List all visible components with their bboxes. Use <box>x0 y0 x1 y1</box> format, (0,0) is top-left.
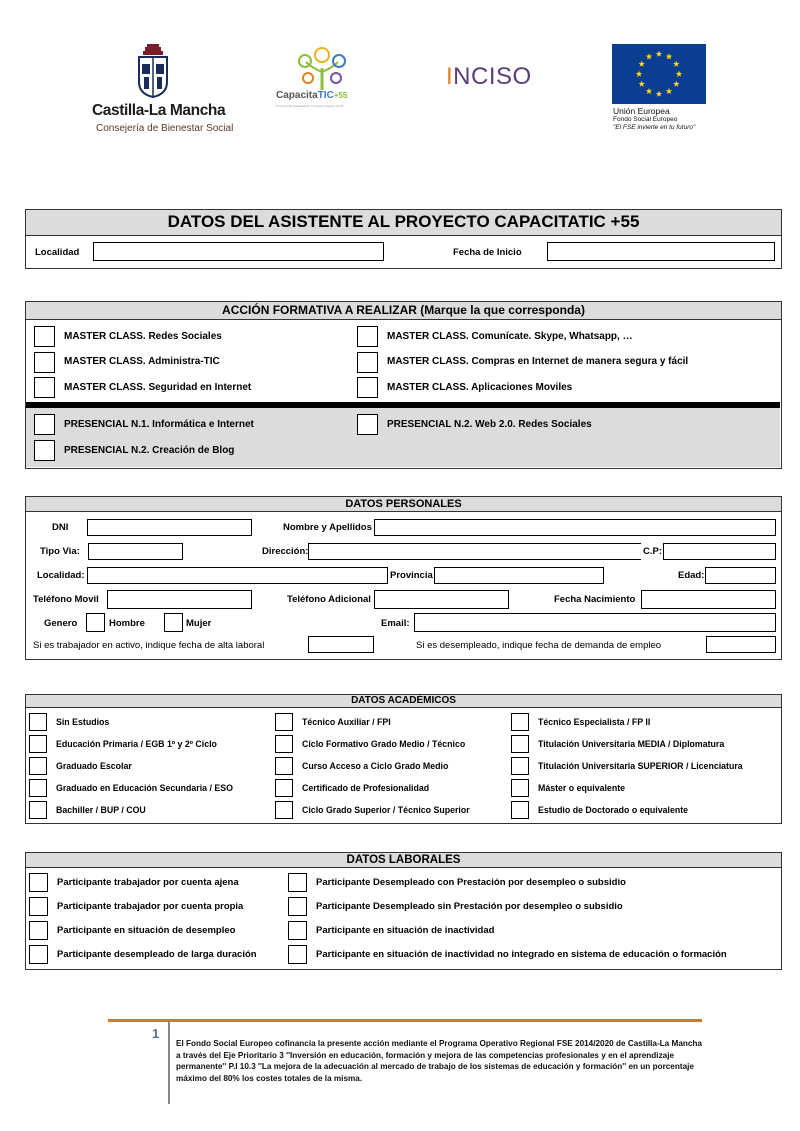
academicos-option-checkbox[interactable] <box>29 801 47 819</box>
eu-motto: "El FSE invierte en tu futuro" <box>613 124 696 131</box>
master-class-option-label: MASTER CLASS. Compras en Internet de manera segura y fácil <box>387 356 689 367</box>
hombre-label: Hombre <box>109 618 145 629</box>
eu-star-icon <box>656 91 662 97</box>
academicos-options <box>26 708 780 822</box>
capacitatic-tree-icon <box>296 46 348 90</box>
accion-formativa-section <box>25 301 782 469</box>
capacitatic-tagline: Proyecto de Capacitación TIC para mayores de 55 <box>276 104 344 108</box>
master-class-option-checkbox[interactable] <box>34 352 55 373</box>
master-class-option-checkbox[interactable] <box>357 377 378 398</box>
academicos-option-label: Titulación Universitaria MEDIA / Diplomatura <box>538 738 725 749</box>
academicos-option-checkbox[interactable] <box>29 757 47 775</box>
laborales-option-label: Participante trabajador por cuenta propia <box>57 900 244 912</box>
academicos-option-label: Graduado en Educación Secundaria / ESO <box>56 782 233 793</box>
eu-stars-icon <box>612 44 706 104</box>
presencial-option-checkbox[interactable] <box>34 440 55 461</box>
eu-star-icon <box>638 61 644 67</box>
email-label: Email: <box>381 618 410 629</box>
laborales-option-label: Participante en situación de inactividad <box>316 924 495 936</box>
provincia-label: Provincia <box>390 570 433 581</box>
laborales-option-checkbox[interactable] <box>29 921 48 940</box>
academicos-option-label: Técnico Auxiliar / FPI <box>302 716 391 727</box>
personales-title: DATOS PERSONALES <box>26 497 781 512</box>
master-class-option-checkbox[interactable] <box>34 377 55 398</box>
eu-star-icon <box>646 88 652 94</box>
clm-coat-of-arms-icon <box>136 44 170 98</box>
academicos-option-checkbox[interactable] <box>275 757 293 775</box>
inciso-logo-rest: NCISO <box>453 63 532 90</box>
eu-star-icon <box>636 71 642 77</box>
academicos-option-checkbox[interactable] <box>511 757 529 775</box>
master-class-list <box>26 320 780 402</box>
laborales-option-checkbox[interactable] <box>288 945 307 964</box>
capacitatic-tic: TIC <box>317 90 334 101</box>
footer-text: El Fondo Social Europeo cofinancia la presente acción mediante el Programa Operativo Regional FSE 2014/2020 de Castilla-La Mancha a través del Eje Prioritario 3 ''Inversión en educación, formación y mejora de las competencias profesionales y en el aprendizaje permanente'' P.I 10.3 ''La mejora de la adecuación al mercado de trabajo de los sistemas de educación y formación'' en un porcentaje máximo del 80% los costes totales de la misma. <box>176 1039 702 1083</box>
inciso-logo-i: I <box>446 63 454 90</box>
academicos-option-label: Máster o equivalente <box>538 782 626 793</box>
eu-star-icon <box>676 71 682 77</box>
demanda-empleo-field[interactable] <box>706 636 776 653</box>
page-number: 1 <box>152 1026 160 1041</box>
laborales-title: DATOS LABORALES <box>26 853 781 868</box>
academicos-option-checkbox[interactable] <box>275 713 293 731</box>
academicos-option-label: Graduado Escolar <box>56 760 132 771</box>
eu-title: Unión Europea <box>613 106 670 116</box>
presencial-option-label: PRESENCIAL N.2. Creación de Blog <box>64 444 235 456</box>
academicos-option-label: Certificado de Profesionalidad <box>302 782 430 793</box>
academicos-option-checkbox[interactable] <box>511 779 529 797</box>
laborales-options <box>26 868 780 968</box>
cp-field[interactable] <box>663 543 776 560</box>
footer-vertical-rule <box>168 1022 170 1104</box>
demanda-empleo-label: Si es desempleado, indique fecha de demanda de empleo <box>416 640 662 651</box>
presencial-option-checkbox[interactable] <box>34 414 55 435</box>
nombre-field[interactable] <box>374 519 776 536</box>
capacitatic-name-part: Capacita <box>276 90 318 101</box>
dni-label: DNI <box>52 522 69 533</box>
datos-laborales-section <box>25 852 782 970</box>
academicos-option-label: Curso Acceso a Ciclo Grado Medio <box>302 760 449 771</box>
datos-academicos-section <box>25 694 782 824</box>
tipo-via-field[interactable] <box>88 543 183 560</box>
edad-field[interactable] <box>705 567 776 584</box>
localidad-field[interactable] <box>93 242 384 261</box>
edad-label: Edad: <box>678 570 705 581</box>
eu-star-icon <box>666 88 672 94</box>
academicos-option-checkbox[interactable] <box>275 801 293 819</box>
telefono-adicional-field[interactable] <box>374 590 509 609</box>
accion-title: ACCIÓN FORMATIVA A REALIZAR (Marque la que corresponda) <box>26 302 781 320</box>
academicos-option-checkbox[interactable] <box>511 713 529 731</box>
localidad-personal-label: Localidad: <box>37 570 85 581</box>
laborales-option-checkbox[interactable] <box>288 873 307 892</box>
localidad-label: Localidad <box>35 247 80 258</box>
telefono-movil-label: Teléfono Movil <box>33 594 99 605</box>
academicos-option-label: Bachiller / BUP / COU <box>56 804 146 815</box>
eu-star-icon <box>656 51 662 57</box>
provincia-field[interactable] <box>434 567 604 584</box>
presencial-option-checkbox[interactable] <box>357 414 378 435</box>
laborales-option-checkbox[interactable] <box>288 921 307 940</box>
master-class-option-checkbox[interactable] <box>357 352 378 373</box>
eu-star-icon <box>638 81 644 87</box>
email-field[interactable] <box>414 613 776 632</box>
laborales-option-checkbox[interactable] <box>29 945 48 964</box>
laborales-option-label: Participante en situación de desempleo <box>57 924 236 936</box>
eu-star-icon <box>673 61 679 67</box>
academicos-option-checkbox[interactable] <box>29 735 47 753</box>
laborales-option-checkbox[interactable] <box>29 873 48 892</box>
presencial-option-label: PRESENCIAL N.1. Informática e Internet <box>64 418 254 430</box>
academicos-option-label: Ciclo Grado Superior / Técnico Superior <box>302 804 470 815</box>
asistente-section <box>25 209 782 269</box>
capacitatic-name <box>276 90 347 101</box>
datos-personales-section <box>25 496 782 660</box>
fecha-inicio-field[interactable] <box>547 242 775 261</box>
master-class-option-label: MASTER CLASS. Redes Sociales <box>64 330 222 342</box>
asistente-title: DATOS DEL ASISTENTE AL PROYECTO CAPACITATIC +55 <box>26 210 781 236</box>
academicos-option-label: Educación Primaria / EGB 1º y 2º Ciclo <box>56 738 217 749</box>
academicos-option-label: Técnico Especialista / FP II <box>538 716 651 727</box>
localidad-personal-field[interactable] <box>87 567 388 584</box>
telefono-adicional-label: Teléfono Adicional <box>287 594 371 605</box>
academicos-option-label: Sin Estudios <box>56 716 110 727</box>
hombre-checkbox[interactable] <box>86 613 105 632</box>
academicos-option-label: Ciclo Formativo Grado Medio / Técnico <box>302 738 466 749</box>
tipo-via-label: Tipo Via: <box>40 546 80 557</box>
capacitatic-logo <box>276 46 368 112</box>
laborales-option-label: Participante Desempleado sin Prestación por desempleo o subsidio <box>316 900 623 912</box>
master-class-option-label: MASTER CLASS. Aplicaciones Moviles <box>387 381 573 393</box>
eu-star-icon <box>646 53 652 59</box>
castilla-la-mancha-logo <box>92 44 234 136</box>
academicos-option-label: Titulación Universitaria SUPERIOR / Licenciatura <box>538 760 743 771</box>
eu-fund: Fondo Social Europeo <box>613 116 678 123</box>
mujer-checkbox[interactable] <box>164 613 183 632</box>
genero-label: Genero <box>44 618 78 629</box>
academicos-option-checkbox[interactable] <box>275 735 293 753</box>
academicos-option-checkbox[interactable] <box>511 801 529 819</box>
inciso-logo <box>446 63 532 91</box>
laborales-option-label: Participante desempleado de larga duración <box>57 948 257 960</box>
laborales-option-label: Participante trabajador por cuenta ajena <box>57 876 239 888</box>
eu-flag-icon <box>612 44 706 104</box>
academicos-option-checkbox[interactable] <box>275 779 293 797</box>
academicos-option-label: Estudio de Doctorado o equivalente <box>538 804 689 815</box>
fecha-nacimiento-field[interactable] <box>641 590 776 609</box>
eu-star-icon <box>673 81 679 87</box>
clm-name: Castilla-La Mancha <box>92 102 226 119</box>
academicos-option-checkbox[interactable] <box>511 735 529 753</box>
direccion-field[interactable] <box>308 543 641 560</box>
european-union-logo <box>612 44 722 134</box>
eu-star-icon <box>666 53 672 59</box>
master-class-option-checkbox[interactable] <box>357 326 378 347</box>
cp-label: C.P: <box>643 546 662 557</box>
mujer-label: Mujer <box>186 618 212 629</box>
alta-laboral-field[interactable] <box>308 636 374 653</box>
presencial-list <box>26 408 780 467</box>
master-class-option-checkbox[interactable] <box>34 326 55 347</box>
fecha-nacimiento-label: Fecha Nacimiento <box>554 594 636 605</box>
laborales-option-label: Participante Desempleado con Prestación por desempleo o subsidio <box>316 876 626 888</box>
dni-field[interactable] <box>87 519 252 536</box>
presencial-option-label: PRESENCIAL N.2. Web 2.0. Redes Sociales <box>387 418 592 430</box>
laborales-option-checkbox[interactable] <box>288 897 307 916</box>
laborales-option-label: Participante en situación de inactividad no integrado en sistema de educación o formación <box>316 948 727 960</box>
nombre-label: Nombre y Apellidos <box>283 522 372 533</box>
fecha-inicio-label: Fecha de Inicio <box>453 247 522 258</box>
academicos-option-checkbox[interactable] <box>29 779 47 797</box>
master-class-option-label: MASTER CLASS. Comunícate. Skype, Whatsapp, … <box>387 330 633 342</box>
master-class-option-label: MASTER CLASS. Seguridad en Internet <box>64 381 252 393</box>
capacitatic-plus: +55 <box>333 91 348 100</box>
academicos-option-checkbox[interactable] <box>29 713 47 731</box>
telefono-movil-field[interactable] <box>107 590 252 609</box>
clm-department: Consejería de Bienestar Social <box>96 123 234 134</box>
master-class-option-label: MASTER CLASS. Administra-TIC <box>64 356 220 367</box>
alta-laboral-label: Si es trabajador en activo, indique fecha de alta laboral <box>33 640 265 651</box>
laborales-option-checkbox[interactable] <box>29 897 48 916</box>
academicos-title: DATOS ACADÉMICOS <box>26 695 781 708</box>
direccion-label: Dirección: <box>262 546 309 557</box>
footer-rule <box>108 1019 702 1022</box>
